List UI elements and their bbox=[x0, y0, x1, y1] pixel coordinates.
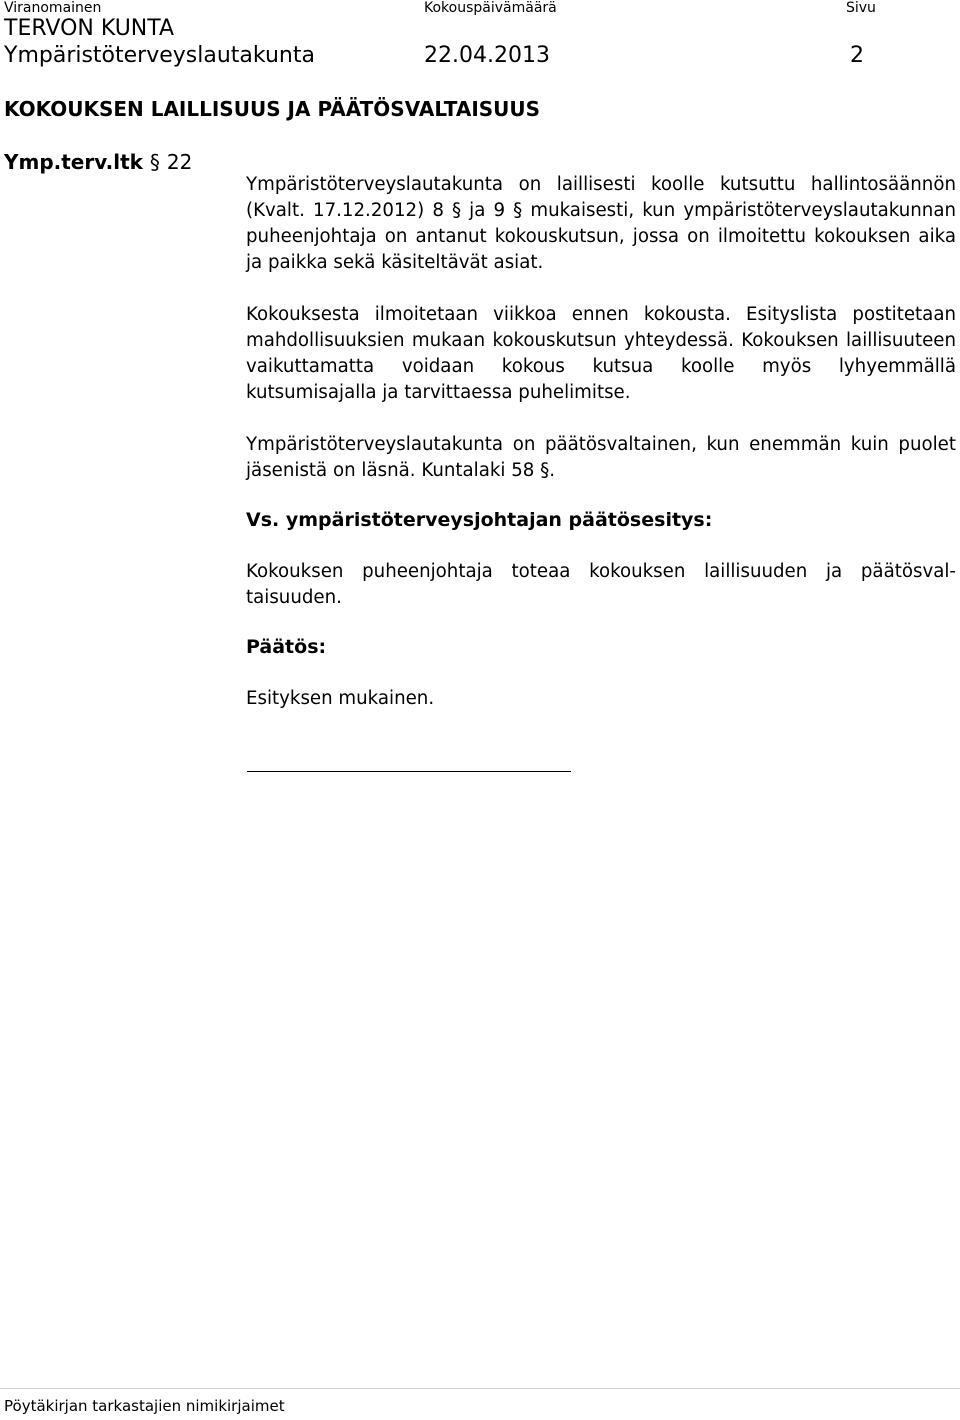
section-reference bbox=[4, 150, 192, 174]
paragraph-quorum: Ympäristöterveyslautakunta on päätösvaltainen, kun enemmän kuin puolet jäsenistä on läsnä. Kuntalaki 58 §. bbox=[246, 434, 956, 481]
paragraph-notice: Kokouksesta ilmoitetaan viikkoa ennen kokousta. Esityslista postitetaan mahdollisuuksien mukaan kokouskutsun yhteydessä. Kokouksen laillisuuteen vaikuttamatta voidaan kokous kutsua koolle myös lyhyemmällä kutsumisajalla ja tarvittaessa puhelimitse. bbox=[246, 304, 956, 403]
proposal-text: Kokouksen puheenjohtaja toteaa kokouksen laillisuuden ja päätösvaltaisuuden. bbox=[246, 561, 956, 608]
reference-number: 22 bbox=[166, 150, 193, 174]
proposal-heading: Vs. ympäristöterveysjohtajan päätösesitys: bbox=[246, 509, 713, 531]
header-label-page: Sivu bbox=[846, 0, 876, 16]
minutes-body bbox=[246, 172, 956, 712]
organization-name: TERVON KUNTA bbox=[4, 16, 175, 41]
meeting-date: 22.04.2013 bbox=[424, 43, 550, 68]
paragraph-legality: Ympäristöterveyslautakunta on laillisesti koolle kutsuttu hallintosäännön (Kvalt. 17.12.2012) 8 § ja 9 § mukaisesti, kun ympäristöterveyslautakunnan puheenjohtaja on antanut kokouskutsun, jossa on ilmoitettu kokouksen aika ja paikka sekä käsiteltävät asiat. bbox=[246, 174, 956, 273]
header-label-date: Kokouspäivämäärä bbox=[424, 0, 557, 16]
end-divider bbox=[247, 771, 571, 772]
header-label-official: Viranomainen bbox=[4, 0, 102, 16]
footer-signatures-label: Pöytäkirjan tarkastajien nimikirjaimet bbox=[4, 1397, 285, 1415]
page-number: 2 bbox=[850, 43, 864, 68]
authority-name: Ympäristöterveyslautakunta bbox=[4, 43, 315, 68]
decision-text: Esityksen mukainen. bbox=[246, 688, 435, 709]
section-title: KOKOUKSEN LAILLISUUS JA PÄÄTÖSVALTAISUUS bbox=[4, 97, 541, 121]
footer-divider bbox=[0, 1388, 960, 1389]
decision-heading: Päätös: bbox=[246, 636, 327, 658]
section-sign: § bbox=[149, 150, 160, 174]
reference-label: Ymp.terv.ltk bbox=[4, 150, 143, 174]
